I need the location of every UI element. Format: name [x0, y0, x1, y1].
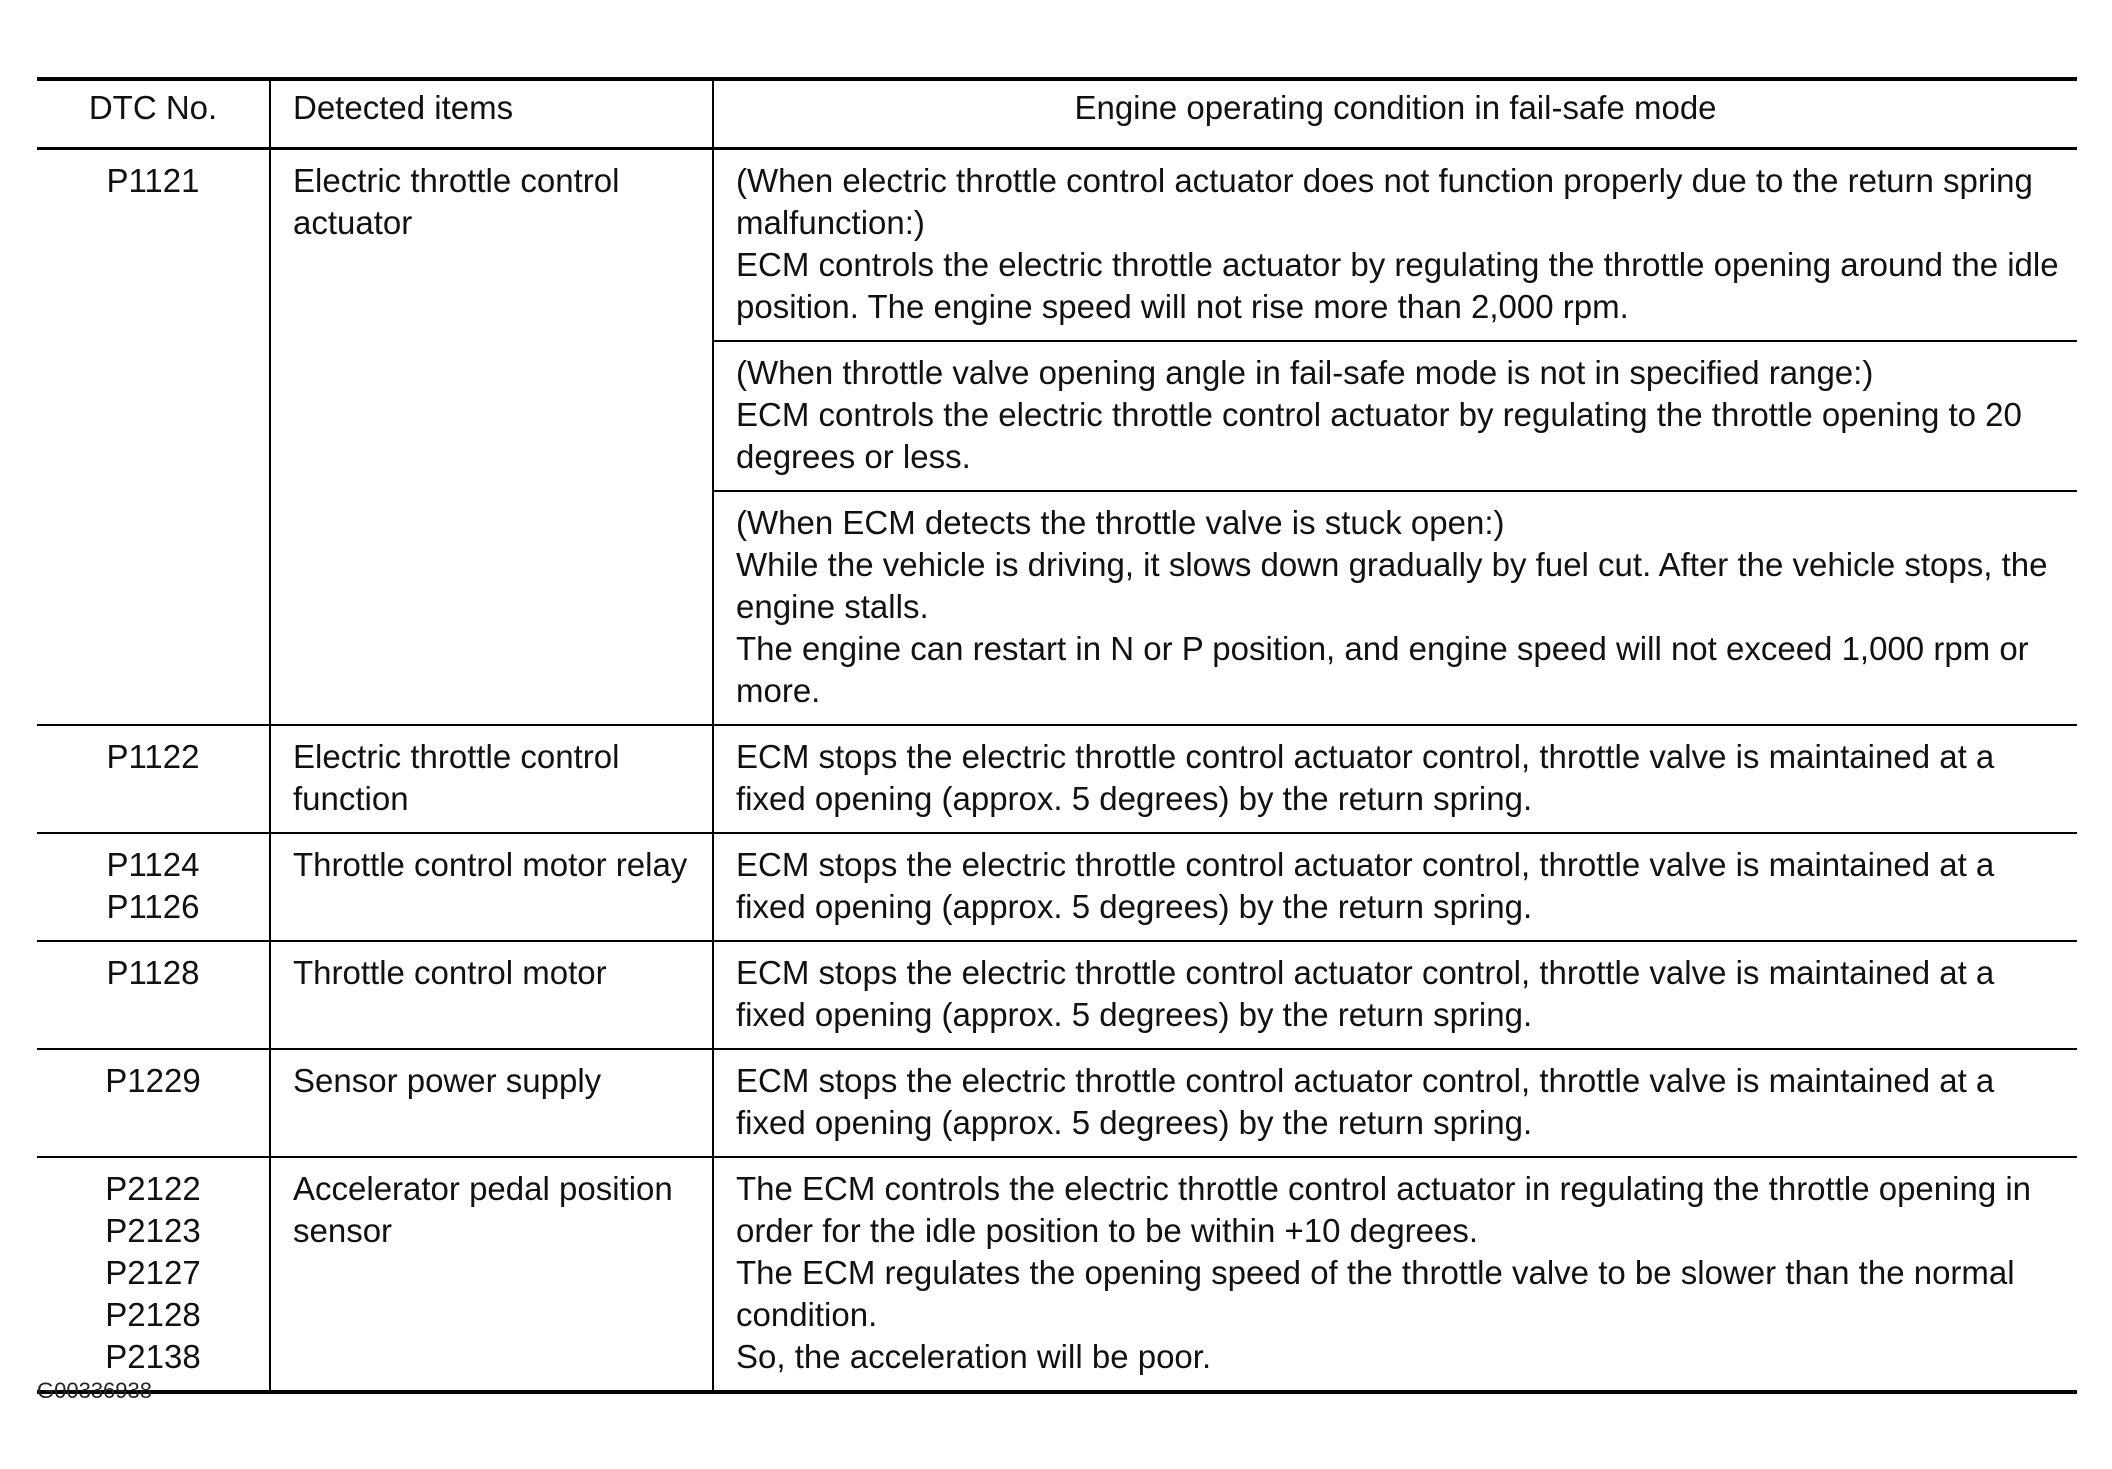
- condition-text: ECM stops the electric throttle control actuator control, throttle valve is maintained at a fixed opening (approx. 5 degrees) by the return spring.: [736, 738, 1995, 817]
- engine-condition-cell: [713, 833, 2077, 941]
- condition-text: ECM controls the electric throttle actuator by regulating the throttle opening around the idle position. The engine speed will not rise more than 2,000 rpm.: [736, 246, 2059, 325]
- dtc-code: P2122: [105, 1170, 201, 1207]
- dtc-code: P1126: [106, 888, 200, 925]
- dtc-code: P1128: [106, 954, 200, 991]
- dtc-code: P2127: [105, 1254, 201, 1291]
- detected-item: Accelerator pedal position sensor: [270, 1157, 713, 1392]
- engine-condition-cell: [713, 1049, 2077, 1157]
- header-engine-condition: Engine operating condition in fail-safe mode: [713, 79, 2077, 149]
- condition-text: (When ECM detects the throttle valve is stuck open:): [736, 504, 1505, 541]
- engine-condition-cell: [713, 149, 2077, 342]
- condition-text: While the vehicle is driving, it slows down gradually by fuel cut. After the vehicle stops, the engine stalls.: [736, 546, 2048, 625]
- detected-item: Throttle control motor relay: [270, 833, 713, 941]
- engine-condition-cell: [713, 491, 2077, 725]
- fail-safe-table: [37, 77, 2077, 1394]
- dtc-code-cell: [37, 149, 270, 726]
- dtc-code-cell: [37, 725, 270, 833]
- condition-text: ECM stops the electric throttle control actuator control, throttle valve is maintained at a fixed opening (approx. 5 degrees) by the return spring.: [736, 954, 1995, 1033]
- dtc-code: P1124: [106, 846, 200, 883]
- condition-text: The ECM regulates the opening speed of the throttle valve to be slower than the normal condition.: [736, 1254, 2015, 1333]
- engine-condition-cell: [713, 1157, 2077, 1392]
- engine-condition-cell: [713, 941, 2077, 1049]
- table-row: [37, 1049, 2077, 1157]
- table-row: [37, 833, 2077, 941]
- condition-text: ECM controls the electric throttle control actuator by regulating the throttle opening to 20 degrees or less.: [736, 396, 2022, 475]
- dtc-code: P2138: [105, 1338, 201, 1375]
- condition-text: ECM stops the electric throttle control actuator control, throttle valve is maintained at a fixed opening (approx. 5 degrees) by the return spring.: [736, 846, 1995, 925]
- detected-item: Electric throttle control function: [270, 725, 713, 833]
- table-row: [37, 1157, 2077, 1392]
- header-dtc-no: DTC No.: [37, 79, 270, 149]
- header-row: [37, 79, 2077, 149]
- detected-item: Electric throttle control actuator: [270, 149, 713, 726]
- dtc-code: P1121: [106, 162, 200, 199]
- dtc-code: P1122: [106, 738, 200, 775]
- dtc-code-cell: [37, 941, 270, 1049]
- table-row: [37, 149, 2077, 342]
- condition-text: So, the acceleration will be poor.: [736, 1338, 1212, 1375]
- condition-text: (When throttle valve opening angle in fail-safe mode is not in specified range:): [736, 354, 1874, 391]
- detected-item: Throttle control motor: [270, 941, 713, 1049]
- dtc-code: P2128: [105, 1296, 201, 1333]
- table-body: [37, 149, 2077, 1393]
- engine-condition-cell: [713, 725, 2077, 833]
- detected-item: Sensor power supply: [270, 1049, 713, 1157]
- dtc-code-cell: [37, 833, 270, 941]
- condition-text: ECM stops the electric throttle control actuator control, throttle valve is maintained at a fixed opening (approx. 5 degrees) by the return spring.: [736, 1062, 1995, 1141]
- condition-text: The engine can restart in N or P position, and engine speed will not exceed 1,000 rpm or more.: [736, 630, 2029, 709]
- condition-text: The ECM controls the electric throttle control actuator in regulating the throttle opening in order for the idle position to be within +10 degrees.: [736, 1170, 2032, 1249]
- dtc-code-cell: [37, 1049, 270, 1157]
- engine-condition-cell: [713, 341, 2077, 491]
- fail-safe-table-container: [37, 77, 2077, 1394]
- table-row: [37, 941, 2077, 1049]
- figure-id: G00336938: [37, 1378, 152, 1403]
- dtc-code: P1229: [105, 1062, 201, 1099]
- condition-text: (When electric throttle control actuator does not function properly due to the return spring malfunction:): [736, 162, 2033, 241]
- dtc-code-cell: [37, 1157, 270, 1392]
- header-detected-items: Detected items: [270, 79, 713, 149]
- table-row: [37, 725, 2077, 833]
- dtc-code: P2123: [105, 1212, 201, 1249]
